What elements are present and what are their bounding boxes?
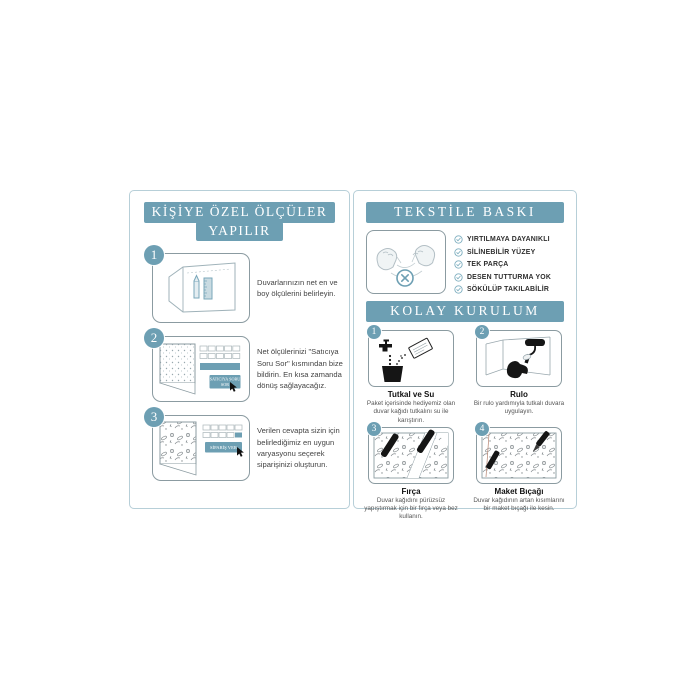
feature-label: TEK PARÇA (467, 261, 509, 268)
step-3-badge: 3 (144, 407, 164, 427)
install-step-2-title: Rulo (510, 390, 528, 399)
glue-packet-icon (408, 338, 432, 358)
easy-install-title: KOLAY KURULUM (366, 301, 564, 322)
left-panel-title-line1: KİŞİYE ÖZEL ÖLÇÜLER (144, 202, 336, 223)
check-circle-icon (454, 248, 463, 257)
install-steps-grid (363, 327, 567, 522)
feature-item (454, 285, 551, 294)
wallpaper-preview-thumbnail (160, 422, 196, 464)
install-step-4-title: Maket Bıçağı (494, 486, 544, 496)
install-step-1-text: Paket içerisinde hediyemiz olan duvar kağıdı tutkalını su ile karıştırın. (366, 400, 456, 424)
step-3-text: Verilen cevapta sizin için belirlediğimiz en uygun varyasyonu seçerek siparişinizi oluşturun. (257, 426, 340, 470)
feature-list (454, 235, 551, 294)
feature-item (454, 260, 551, 269)
fabric-feature-row (366, 230, 572, 294)
worker-silhouette (507, 361, 528, 378)
measure-steps (130, 247, 349, 481)
install-step-2-text: Bir rulo yardımıyla tutkalı duvara uygulayın. (473, 400, 565, 416)
faucet-icon (379, 344, 392, 352)
feature-label: SİLİNEBİLİR YÜZEY (467, 248, 536, 256)
ask-seller-button-label-line2: SOR (220, 381, 230, 387)
glue-and-water-illustration (368, 330, 454, 387)
stretch-fabric-illustration (366, 230, 446, 294)
step-2-text: Net ölçülerinizi "Satıcıya Soru Sor" kısmından bize bildirin. En kısa zamanda dönüş sağlayacağız. (257, 347, 343, 391)
pencil-icon (194, 281, 199, 298)
wallpaper-preview-thumbnail (160, 344, 195, 383)
custom-measure-panel (129, 190, 350, 509)
roller-illustration (476, 330, 562, 387)
step-2-badge: 2 (144, 328, 164, 348)
variation-grid (200, 346, 240, 359)
install-step-2-badge: 2 (475, 325, 489, 339)
install-step-1-title: Tutkal ve Su (387, 390, 435, 399)
step-1-badge: 1 (144, 245, 164, 265)
check-circle-icon (454, 235, 463, 244)
install-step-3 (363, 423, 459, 522)
feature-label: SÖKÜLÜP TAKILABİLİR (467, 286, 550, 293)
step-1-text: Duvarlarınızın net en ve boy ölçülerini belirleyin. (257, 277, 338, 298)
measure-step-1 (130, 247, 349, 323)
place-order-page-illustration (152, 415, 250, 481)
order-button-label: SİPARİŞ VER (210, 445, 237, 450)
brush-illustration (368, 427, 454, 484)
check-circle-icon (454, 260, 463, 269)
feature-item (454, 273, 551, 282)
selected-variation-box (235, 433, 242, 438)
listing-title-bar (200, 363, 240, 370)
install-step-3-title: Fırça (401, 486, 421, 496)
install-step-4-text: Duvar kağıdının artan kısımlarını bir maket bıçağı ile kesin. (473, 496, 565, 513)
install-step-2 (471, 327, 567, 425)
install-step-1 (363, 327, 459, 425)
feature-label: YIRTILMAYA DAYANIKLI (467, 236, 550, 243)
feature-item (454, 235, 551, 244)
install-step-3-text: Duvar kağıdını pürüzsüz yapıştırmak için bir fırça veya bez kullanın. (364, 496, 458, 521)
right-hand-icon (415, 246, 434, 266)
feature-item (454, 248, 551, 257)
textile-print-title: TEKSTİLE BASKI (366, 202, 564, 223)
check-circle-icon (454, 285, 463, 294)
bucket-icon (382, 366, 403, 382)
check-circle-icon (454, 273, 463, 282)
ask-seller-page-illustration (152, 336, 250, 402)
ask-seller-button-label-line1: SATICIYA SORU (209, 376, 241, 382)
utility-knife-illustration (476, 427, 562, 484)
measure-step-3 (130, 409, 349, 481)
install-step-3-badge: 3 (367, 422, 381, 436)
install-step-4-badge: 4 (475, 422, 489, 436)
paint-roller-icon (525, 339, 545, 346)
install-step-1-badge: 1 (367, 325, 381, 339)
install-step-4 (471, 423, 567, 522)
left-panel-title-line2: YAPILIR (196, 222, 282, 241)
feature-label: DESEN TUTTURMA YOK (467, 273, 551, 281)
textile-print-panel (353, 190, 577, 521)
wall-measuring-illustration (152, 253, 250, 323)
measure-step-2 (130, 330, 349, 402)
left-hand-icon (377, 249, 397, 270)
